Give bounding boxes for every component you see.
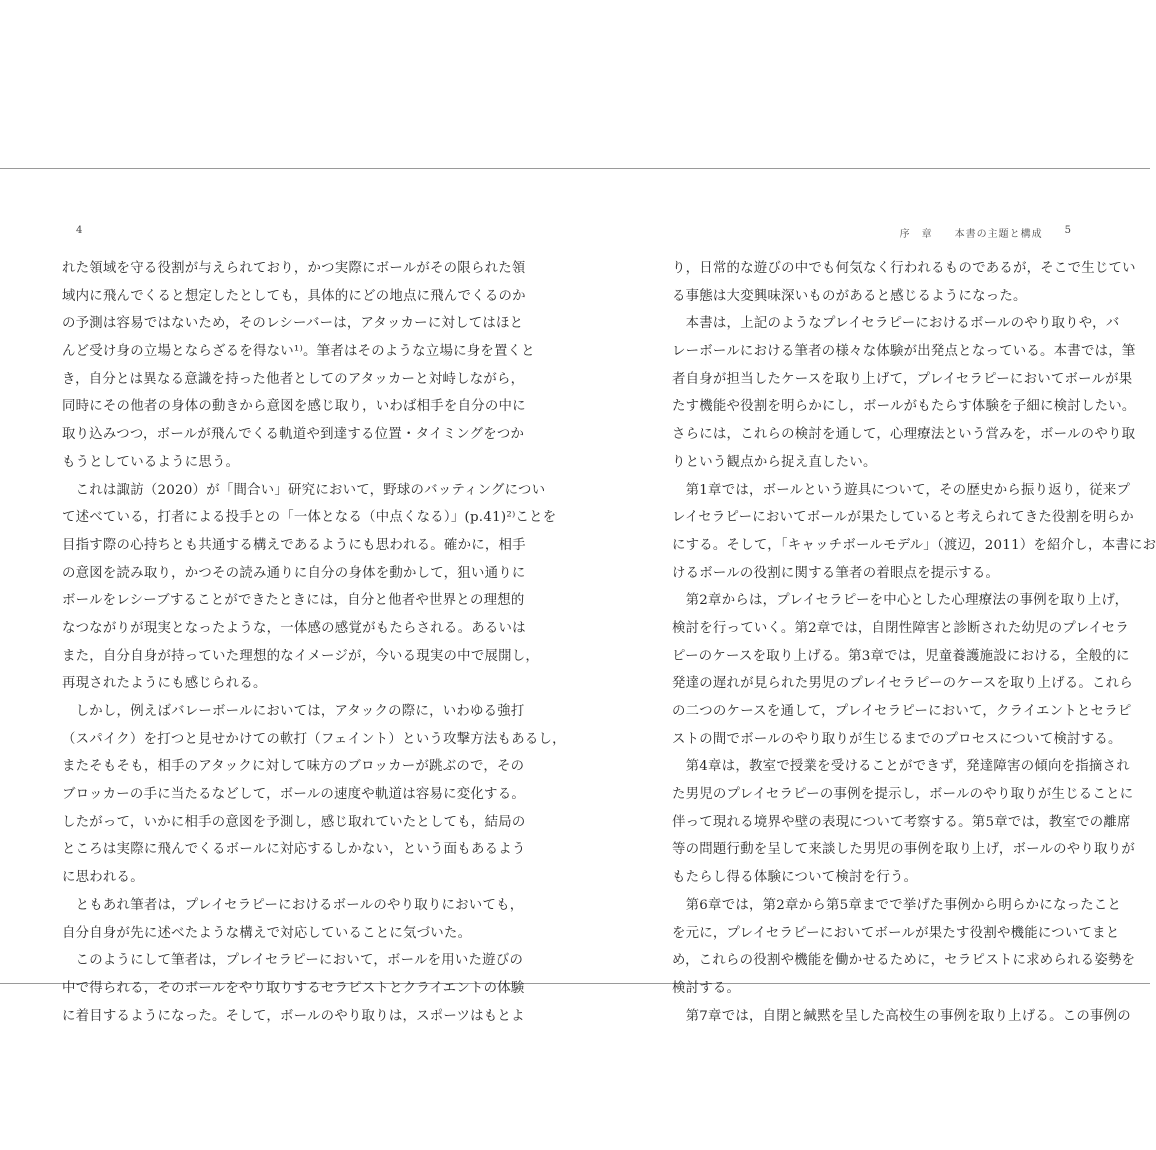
text-line: またそもそも，相手のアタックに対して味方のブロッカーが跳ぶので，その <box>62 759 525 775</box>
text-line: 者自身が担当したケースを取り上げて，プレイセラピーにおいてボールが果 <box>672 371 1133 387</box>
text-line: レーボールにおける筆者の様々な体験が出発点となっている。本書では，筆 <box>672 344 1136 360</box>
text-line: したがって，いかに相手の意図を予測し，感じ取れていたとしても，結局の <box>62 814 526 830</box>
text-line: にする。そして，「キャッチボールモデル」（渡辺，2011）を紹介し，本書にお <box>672 537 1156 553</box>
text-line: 第7章では，自閉と緘黙を呈した高校生の事例を取り上げる。この事例の <box>672 1008 1131 1024</box>
text-line: 第4章は，教室で授業を受けることができず，発達障害の傾向を指摘され <box>672 759 1130 775</box>
text-line: 中で得られる，そのボールをやり取りするセラピストとクライエントの体験 <box>62 980 525 996</box>
text-line: の意図を読み取り，かつその読み通りに自分の身体を動かして，狙い通りに <box>62 565 526 581</box>
text-line: を元に，プレイセラピーにおいてボールが果たす役割や機能についてまと <box>672 925 1120 941</box>
book-spread <box>0 168 1156 1024</box>
text-line: 第2章からは，プレイセラピーを中心とした心理療法の事例を取り上げ， <box>672 593 1129 609</box>
text-line: ストの間でボールのやり取りが生じるまでのプロセスについて検討する。 <box>672 731 1122 747</box>
text-line: て述べている，打者による投手との「一体となる（中点くなる）」(p.41)²⁾ことを <box>62 510 557 526</box>
text-line: また，自分自身が持っていた理想的なイメージが，今いる現実の中で展開し， <box>62 648 540 664</box>
text-line: さらには，これらの検討を通して，心理療法という営みを，ボールのやり取 <box>672 427 1136 443</box>
text-line: レイセラピーにおいてボールが果たしていると考えられてきた役割を明らか <box>672 510 1134 526</box>
text-line: 伴って現れる境界や壁の表現について考察する。第5章では，教室での離席 <box>672 814 1131 830</box>
right-page-number: 5 <box>1064 225 1072 236</box>
text-line: 検討を行っていく。第2章では，自閉性障害と診断された幼児のプレイセラ <box>672 620 1130 636</box>
text-line: これは諏訪（2020）が「間合い」研究において，野球のバッティングについ <box>62 482 546 498</box>
text-line: んど受け身の立場とならざるを得ない¹⁾。筆者はそのような立場に身を置くと <box>62 344 535 360</box>
text-line: もたらし得る体験について検討を行う。 <box>672 870 918 886</box>
left-page-number: 4 <box>76 225 84 236</box>
text-line: ブロッカーの手に当たるなどして，ボールの速度や軌道は容易に変化する。 <box>62 787 525 803</box>
text-line: た男児のプレイセラピーの事例を提示し，ボールのやり取りが生じることに <box>672 787 1134 803</box>
text-line: に着目するようになった。そして，ボールのやり取りは，スポーツはもとよ <box>62 1008 525 1024</box>
text-line: ところは実際に飛んでくるボールに対応するしかない，という面もあるよう <box>62 842 526 858</box>
text-line: る事態は大変興味深いものがあると感じるようになった。 <box>672 288 1027 304</box>
text-line: 自分自身が先に述べたような構えで対応していることに気づいた。 <box>62 925 472 941</box>
right-page-body <box>672 255 1156 1030</box>
text-line: 第1章では，ボールという遊具について，その歴史から振り返り，従来プ <box>672 482 1131 498</box>
running-header <box>900 225 1072 240</box>
text-line: このようにして筆者は，プレイセラピーにおいて，ボールを用いた遊びの <box>62 953 524 969</box>
text-line: 同時にその他者の身体の動きから意図を感じ取り，いわば相手を自分の中に <box>62 399 526 415</box>
text-line: 検討する。 <box>672 980 741 996</box>
text-line: たす機能や役割を明らかにし，ボールがもたらす体験を子細に検討したい。 <box>672 399 1136 415</box>
text-line: ピーのケースを取り上げる。第3章では，児童養護施設における，全般的に <box>672 648 1130 664</box>
text-line: なつながりが現実となったような，一体感の感覚がもたらされる。あるいは <box>62 620 526 636</box>
text-line: けるボールの役割に関する筆者の着眼点を提示する。 <box>672 565 1000 581</box>
text-line: ボールをレシーブすることができたときには，自分と他者や世界との理想的 <box>62 593 525 609</box>
text-line: り，日常的な遊びの中でも何気なく行われるものであるが，そこで生じてい <box>672 261 1136 276</box>
text-line: 取り込みつつ，ボールが飛んでくる軌道や到達する位置・タイミングをつか <box>62 427 525 443</box>
text-line: 発達の遅れが見られた男児のプレイセラピーのケースを取り上げる。これら <box>672 676 1133 692</box>
text-line: しかし，例えばバレーボールにおいては，アタックの際に，いわゆる強打 <box>62 704 525 719</box>
text-line: りという観点から捉え直したい。 <box>672 454 877 470</box>
text-line: ともあれ筆者は，プレイセラピーにおけるボールのやり取りにおいても， <box>62 897 524 913</box>
text-line: の二つのケースを通して，プレイセラピーにおいて，クライエントとセラピ <box>672 704 1132 719</box>
text-line: （スパイク）を打つと見せかけての軟打（フェイント）という攻撃方法もあるし， <box>62 731 566 747</box>
running-chapter: 序 章 <box>899 229 933 240</box>
text-line: 再現されたようにも感じられる。 <box>62 676 267 692</box>
text-line: れた領域を守る役割が与えられており，かつ実際にボールがその限られた領 <box>62 261 526 276</box>
text-line: 本書は，上記のようなプレイセラピーにおけるボールのやり取りや，バ <box>672 316 1120 332</box>
text-line: め，これらの役割や機能を働かせるために，セラピストに求められる姿勢を <box>672 953 1136 969</box>
text-line: 等の問題行動を呈して来談した男児の事例を取り上げ，ボールのやり取りが <box>672 842 1135 858</box>
text-line: 域内に飛んでくると想定したとしても，具体的にどの地点に飛んでくるのか <box>62 288 526 304</box>
running-title: 本書の主題と構成 <box>954 229 1043 240</box>
text-line: 第6章では，第2章から第5章までで挙げた事例から明らかになったこと <box>672 897 1122 913</box>
text-line: の予測は容易ではないため，そのレシーバーは，アタッカーに対してはほと <box>62 316 524 332</box>
text-line: に思われる。 <box>62 870 144 886</box>
text-line: 目指す際の心持ちとも共通する構えであるようにも思われる。確かに，相手 <box>62 537 526 553</box>
text-line: もうとしているように思う。 <box>62 454 240 470</box>
text-line: き，自分とは異なる意識を持った他者としてのアタッカーと対峙しながら， <box>62 371 525 387</box>
